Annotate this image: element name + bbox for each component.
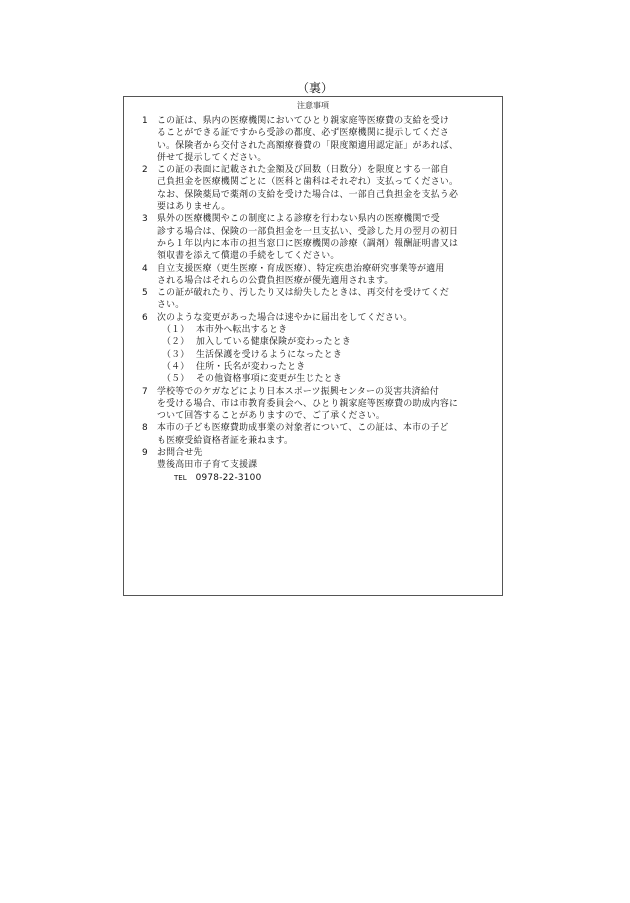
item-number: 9 (142, 448, 148, 459)
notice-item-9 (142, 447, 493, 484)
item-text: この証が破れたり、汚したり又は紛失したときは、再交付を受けてくだ さい。 (157, 288, 449, 311)
item-number: 5 (142, 288, 148, 299)
notice-item-2 (142, 164, 493, 213)
page-title: （裏） (296, 81, 333, 95)
notice-item-7 (142, 386, 493, 423)
change-number: （４） (162, 361, 190, 372)
item-text: 自立支援医療（更生医療・育成医療）、特定疾患治療研究事業等が適用 される場合はそれらの公費負担医療が優先適用されます。 (157, 263, 445, 286)
phone-number: 0978-22-3100 (195, 472, 262, 483)
change-item (162, 349, 493, 361)
notice-heading: 注意事項 (297, 101, 329, 110)
item-body (157, 115, 493, 164)
item-body (157, 263, 493, 288)
item-text: この証は、県内の医療機関においてひとり親家庭等医療費の支給を受け ることができる証ですから受診の都度、必ず医療機関に提示してくださ い。保険者から交付された高額療養費の「限度額適用認定証」があれば、 併せて提示してください。 (157, 116, 459, 163)
item-body (157, 312, 493, 386)
item-body (157, 213, 493, 262)
item-number: 3 (142, 214, 148, 225)
change-number: （１） (162, 325, 190, 336)
item-number: 6 (142, 312, 148, 323)
item-number: 4 (142, 263, 148, 274)
item-text: お問合せ先 (157, 448, 203, 459)
change-text: 住所・氏名が変わったとき (196, 361, 306, 372)
change-list (157, 324, 493, 385)
notice-item-5 (142, 287, 493, 312)
notice-item-8 (142, 422, 493, 447)
item-body (157, 164, 493, 213)
item-number: 7 (142, 386, 148, 397)
item-body (157, 447, 493, 484)
notice-box (123, 96, 503, 596)
change-number: （３） (162, 349, 190, 360)
change-text: 生活保護を受けるようになったとき (196, 349, 342, 360)
item-text: 県外の医療機関やこの制度による診療を行わない県内の医療機関で受 診する場合は、保険の一部負担金を一旦支払い、受診した月の翌月の初日 から１年以内に本市の担当窓口に医療機関の診療（調剤）報酬証明書又は 領収書を添えて償還の手続をしてください。 (157, 214, 459, 262)
notice-item-3 (142, 213, 493, 262)
change-number: （５） (162, 374, 190, 385)
item-text: 次のような変更があった場合は速やかに届出をしてください。 (157, 312, 413, 323)
contact-phone (157, 472, 493, 484)
item-number: 8 (142, 423, 148, 434)
notice-item-6 (142, 312, 493, 386)
change-text: その他資格事項に変更が生じたとき (196, 374, 342, 385)
change-text: 加入している健康保険が変わったとき (196, 337, 352, 348)
change-item (162, 373, 493, 385)
item-text: この証の表面に記載された金額及び回数（日数分）を限度とする一部自 己負担金を医療機関ごとに（医科と歯科はそれぞれ）支払ってください。 なお、保険薬局で薬剤の支給を受けた場合は、一部自己負担金を支払う必 要はありません。 (157, 165, 459, 213)
change-item (162, 336, 493, 348)
item-body (157, 386, 493, 423)
notice-item-4 (142, 263, 493, 288)
notice-item-1 (142, 115, 493, 164)
item-body (157, 287, 493, 312)
change-number: （２） (162, 337, 190, 348)
item-number: 2 (142, 165, 148, 176)
item-text: 学校等でのケガなどにより日本スポーツ振興センターの災害共済給付 を受ける場合、市は市教育委員会へ、ひとり親家庭等医療費の助成内容に ついて回答することがありますので、ご了承ください。 (157, 386, 459, 422)
item-number: 1 (142, 116, 148, 126)
change-text: 本市外へ転出するとき (196, 325, 288, 336)
change-item (162, 324, 493, 336)
contact-department: 豊後高田市子育て支援課 (157, 460, 258, 471)
change-item (162, 361, 493, 373)
item-body (157, 422, 493, 447)
notice-list (124, 115, 502, 484)
tel-icon: TEL (174, 473, 187, 482)
item-text: 本市の子ども医療費助成事業の対象者について、この証は、本市の子ど も医療受給資格者証を兼ねます。 (157, 423, 449, 446)
